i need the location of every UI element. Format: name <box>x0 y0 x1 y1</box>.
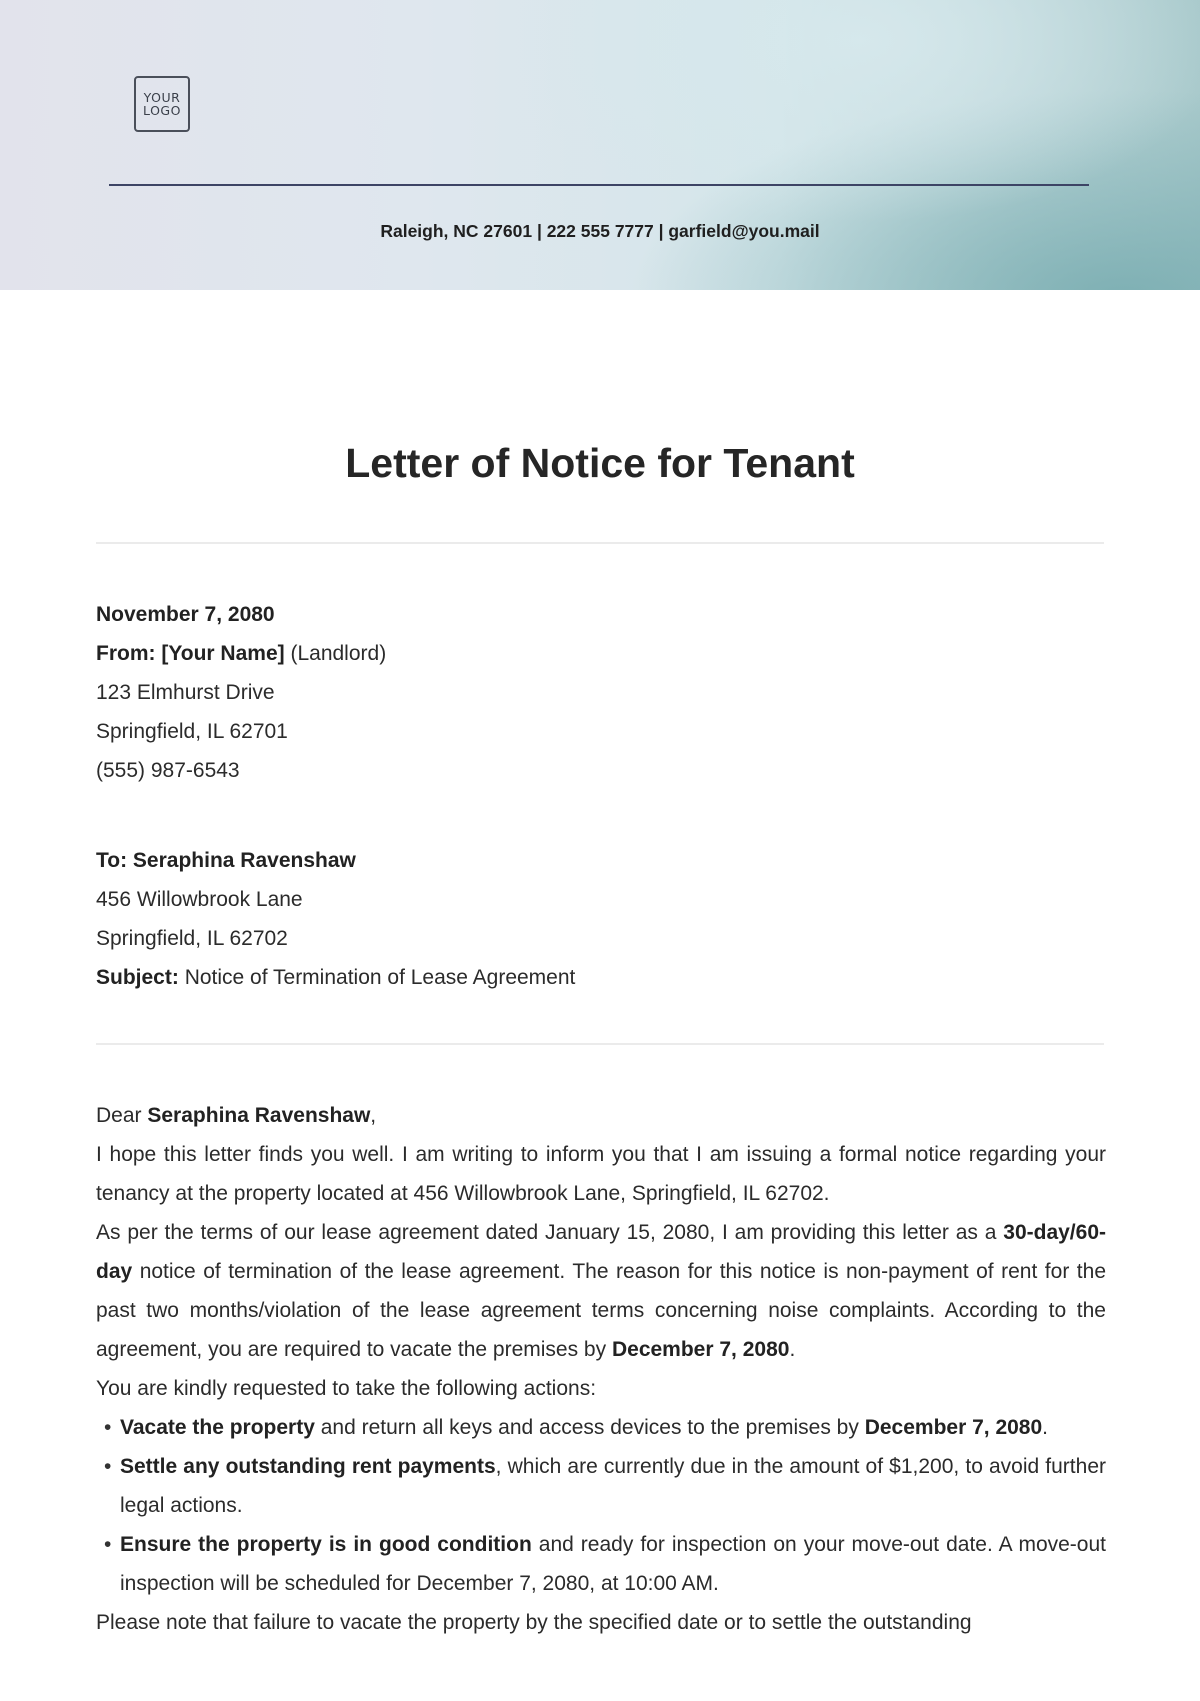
header-divider <box>109 184 1089 186</box>
greeting-suffix: , <box>370 1104 377 1127</box>
document-title: Letter of Notice for Tenant <box>345 440 855 486</box>
notice-text-b: notice of termination of the lease agreement. The reason for this notice is non-payment of rent for the past two months/violation of the lease agreement terms concerning noise complaints. According to the agreement, you are required to vacate the premises by <box>96 1260 1106 1361</box>
subject-label: Subject: <box>96 966 179 989</box>
sender-address-line2: Springfield, IL 62701 <box>96 720 288 743</box>
header-body-divider <box>96 1043 1104 1045</box>
list-item <box>96 1525 1106 1603</box>
action-text: and ready for inspection on your move-out date. A move-out inspection will be scheduled for December 7, 2080, at 10:00 AM. <box>120 1533 1106 1595</box>
sender-role: (Landlord) <box>290 642 387 665</box>
contact-line: Raleigh, NC 27601 | 222 555 7777 | garfield@you.mail <box>380 221 820 241</box>
action-end: . <box>1042 1416 1049 1439</box>
sender-phone: (555) 987-6543 <box>96 759 240 782</box>
paragraph-notice <box>96 1213 1106 1369</box>
sender-address-line1: 123 Elmhurst Drive <box>96 681 275 704</box>
letter-date: November 7, 2080 <box>96 603 275 626</box>
list-item <box>96 1408 1106 1447</box>
paragraph-closing: Please note that failure to vacate the property by the specified date or to settle the outstanding <box>96 1611 972 1634</box>
recipient-address-line1: 456 Willowbrook Lane <box>96 888 303 911</box>
action-title: Settle any outstanding rent payments <box>120 1455 496 1478</box>
list-item <box>96 1447 1106 1525</box>
actions-intro: You are kindly requested to take the following actions: <box>96 1377 597 1400</box>
recipient-name: To: Seraphina Ravenshaw <box>96 849 356 872</box>
notice-period: 30-day/60-day <box>96 1221 1106 1283</box>
actions-list <box>96 1408 1106 1603</box>
paragraph-intro: I hope this letter finds you well. I am writing to inform you that I am issuing a formal notice regarding your tenancy at the property located at 456 Willowbrook Lane, Springfield, IL 62702. <box>96 1143 1106 1205</box>
notice-end: . <box>789 1338 796 1361</box>
letter-body <box>96 1096 1106 1642</box>
subject-text: Notice of Termination of Lease Agreement <box>184 966 576 989</box>
title-divider <box>96 542 1104 544</box>
action-date: December 7, 2080 <box>864 1416 1043 1439</box>
logo-placeholder <box>134 76 190 132</box>
sender-name: From: [Your Name] <box>96 642 285 665</box>
sender-from <box>96 634 1106 673</box>
action-title: Vacate the property <box>120 1416 315 1439</box>
action-text: , which are currently due in the amount of $1,200, to avoid further legal actions. <box>120 1455 1106 1517</box>
action-title: Ensure the property is in good condition <box>120 1533 532 1556</box>
recipient-address-line2: Springfield, IL 62702 <box>96 927 288 950</box>
logo-text: YOUR LOGO <box>143 90 181 118</box>
sender-block <box>96 595 1106 790</box>
vacate-date: December 7, 2080 <box>611 1338 790 1361</box>
greeting-name: Seraphina Ravenshaw <box>147 1104 371 1127</box>
letterhead <box>0 0 1200 290</box>
recipient-block <box>96 841 1106 997</box>
notice-text-a: As per the terms of our lease agreement dated January 15, 2080, I am providing this letter as a <box>96 1221 997 1244</box>
action-text: and return all keys and access devices to the premises by <box>320 1416 859 1439</box>
greeting <box>96 1096 1106 1135</box>
subject-line <box>96 958 1106 997</box>
greeting-prefix: Dear <box>96 1104 142 1127</box>
